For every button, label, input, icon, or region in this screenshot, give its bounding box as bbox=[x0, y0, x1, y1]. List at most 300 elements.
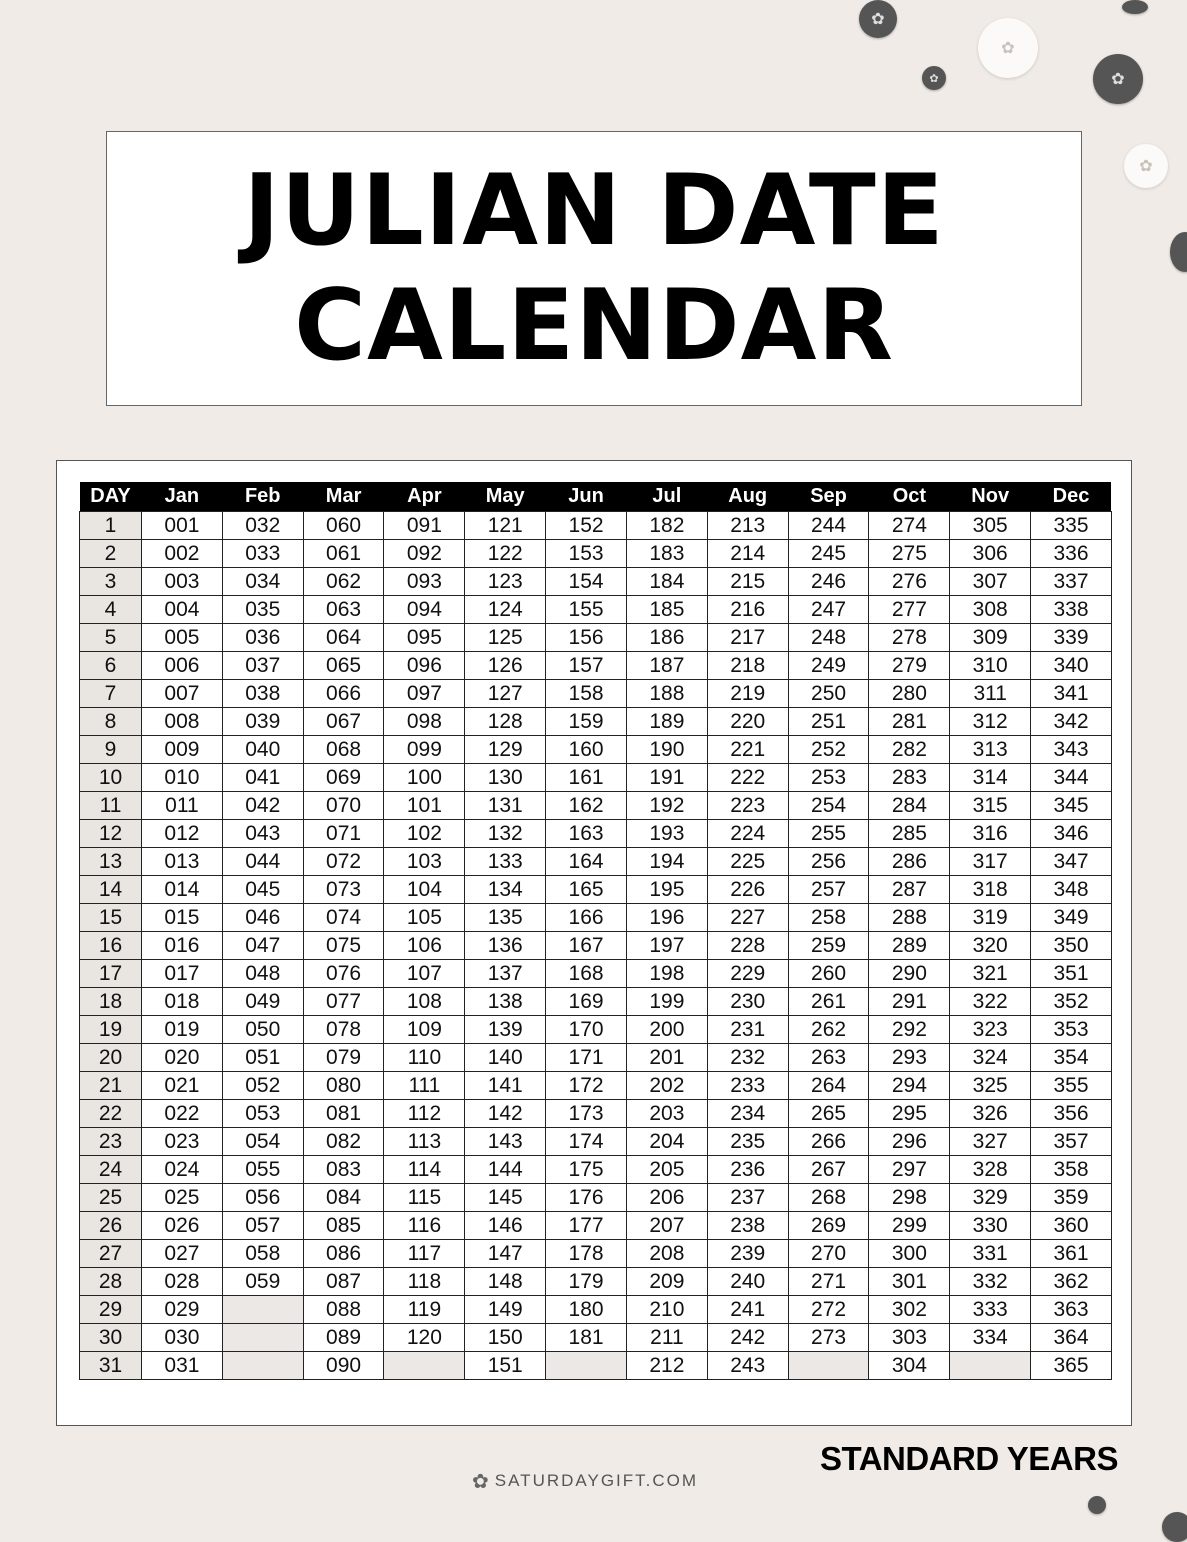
julian-date-cell: 075 bbox=[303, 932, 384, 960]
julian-date-cell: 234 bbox=[707, 1100, 788, 1128]
julian-date-cell: 098 bbox=[384, 708, 465, 736]
julian-date-cell: 011 bbox=[142, 792, 223, 820]
julian-date-cell: 169 bbox=[546, 988, 627, 1016]
julian-date-cell: 083 bbox=[303, 1156, 384, 1184]
julian-date-cell: 215 bbox=[707, 568, 788, 596]
julian-date-cell: 138 bbox=[465, 988, 546, 1016]
julian-date-cell: 321 bbox=[950, 960, 1031, 988]
julian-date-cell: 066 bbox=[303, 680, 384, 708]
julian-date-cell: 050 bbox=[222, 1016, 303, 1044]
julian-date-cell: 047 bbox=[222, 932, 303, 960]
julian-date-cell: 028 bbox=[142, 1268, 223, 1296]
table-row bbox=[80, 624, 1112, 652]
julian-date-cell: 012 bbox=[142, 820, 223, 848]
julian-date-cell: 236 bbox=[707, 1156, 788, 1184]
julian-date-cell: 096 bbox=[384, 652, 465, 680]
julian-date-cell: 333 bbox=[950, 1296, 1031, 1324]
julian-date-cell: 037 bbox=[222, 652, 303, 680]
julian-date-cell: 019 bbox=[142, 1016, 223, 1044]
julian-date-cell: 293 bbox=[869, 1044, 950, 1072]
table-row bbox=[80, 1072, 1112, 1100]
julian-date-cell: 097 bbox=[384, 680, 465, 708]
julian-date-cell: 089 bbox=[303, 1324, 384, 1352]
julian-date-cell: 327 bbox=[950, 1128, 1031, 1156]
julian-date-cell: 016 bbox=[142, 932, 223, 960]
julian-date-cell: 145 bbox=[465, 1184, 546, 1212]
julian-date-cell: 209 bbox=[626, 1268, 707, 1296]
julian-date-cell: 043 bbox=[222, 820, 303, 848]
julian-date-cell: 310 bbox=[950, 652, 1031, 680]
table-row bbox=[80, 1044, 1112, 1072]
julian-date-cell: 210 bbox=[626, 1296, 707, 1324]
julian-date-cell: 120 bbox=[384, 1324, 465, 1352]
julian-date-table bbox=[79, 482, 1112, 1380]
table-row bbox=[80, 1268, 1112, 1296]
table-row bbox=[80, 848, 1112, 876]
julian-date-cell: 170 bbox=[546, 1016, 627, 1044]
julian-date-cell: 216 bbox=[707, 596, 788, 624]
julian-date-cell: 314 bbox=[950, 764, 1031, 792]
julian-date-cell: 152 bbox=[546, 512, 627, 540]
table-row bbox=[80, 540, 1112, 568]
julian-date-cell: 085 bbox=[303, 1212, 384, 1240]
julian-date-cell: 172 bbox=[546, 1072, 627, 1100]
julian-date-cell: 259 bbox=[788, 932, 869, 960]
julian-date-cell: 133 bbox=[465, 848, 546, 876]
day-number-cell: 19 bbox=[80, 1016, 142, 1044]
julian-date-cell: 194 bbox=[626, 848, 707, 876]
julian-date-cell: 309 bbox=[950, 624, 1031, 652]
julian-date-cell: 053 bbox=[222, 1100, 303, 1128]
day-number-cell: 28 bbox=[80, 1268, 142, 1296]
table-row bbox=[80, 1352, 1112, 1380]
table-row bbox=[80, 680, 1112, 708]
julian-date-cell: 078 bbox=[303, 1016, 384, 1044]
table-row bbox=[80, 904, 1112, 932]
julian-date-cell: 243 bbox=[707, 1352, 788, 1380]
table-row bbox=[80, 764, 1112, 792]
julian-date-cell: 240 bbox=[707, 1268, 788, 1296]
empty-date-cell bbox=[222, 1296, 303, 1324]
julian-date-cell: 274 bbox=[869, 512, 950, 540]
julian-date-cell: 266 bbox=[788, 1128, 869, 1156]
julian-date-cell: 031 bbox=[142, 1352, 223, 1380]
julian-date-cell: 081 bbox=[303, 1100, 384, 1128]
day-number-cell: 23 bbox=[80, 1128, 142, 1156]
julian-date-cell: 347 bbox=[1031, 848, 1112, 876]
day-number-cell: 30 bbox=[80, 1324, 142, 1352]
day-number-cell: 27 bbox=[80, 1240, 142, 1268]
julian-date-cell: 084 bbox=[303, 1184, 384, 1212]
julian-date-cell: 069 bbox=[303, 764, 384, 792]
julian-date-cell: 130 bbox=[465, 764, 546, 792]
julian-date-cell: 283 bbox=[869, 764, 950, 792]
julian-date-cell: 163 bbox=[546, 820, 627, 848]
julian-date-cell: 039 bbox=[222, 708, 303, 736]
julian-date-cell: 214 bbox=[707, 540, 788, 568]
julian-date-cell: 212 bbox=[626, 1352, 707, 1380]
day-number-cell: 5 bbox=[80, 624, 142, 652]
table-row bbox=[80, 1128, 1112, 1156]
julian-date-cell: 295 bbox=[869, 1100, 950, 1128]
julian-date-cell: 217 bbox=[707, 624, 788, 652]
day-number-cell: 7 bbox=[80, 680, 142, 708]
julian-date-cell: 350 bbox=[1031, 932, 1112, 960]
julian-date-cell: 101 bbox=[384, 792, 465, 820]
standard-years-label: STANDARD YEARS bbox=[820, 1440, 1118, 1477]
julian-date-cell: 324 bbox=[950, 1044, 1031, 1072]
julian-date-cell: 062 bbox=[303, 568, 384, 596]
julian-date-cell: 155 bbox=[546, 596, 627, 624]
julian-date-cell: 009 bbox=[142, 736, 223, 764]
julian-date-cell: 197 bbox=[626, 932, 707, 960]
julian-date-cell: 132 bbox=[465, 820, 546, 848]
gift-bow-icon: ✿ bbox=[472, 1469, 489, 1493]
julian-date-cell: 244 bbox=[788, 512, 869, 540]
julian-date-cell: 123 bbox=[465, 568, 546, 596]
julian-date-cell: 317 bbox=[950, 848, 1031, 876]
julian-date-cell: 026 bbox=[142, 1212, 223, 1240]
table-row bbox=[80, 1212, 1112, 1240]
julian-date-cell: 281 bbox=[869, 708, 950, 736]
julian-date-cell: 278 bbox=[869, 624, 950, 652]
julian-date-cell: 254 bbox=[788, 792, 869, 820]
julian-date-cell: 128 bbox=[465, 708, 546, 736]
julian-date-cell: 005 bbox=[142, 624, 223, 652]
julian-date-cell: 054 bbox=[222, 1128, 303, 1156]
julian-date-cell: 338 bbox=[1031, 596, 1112, 624]
julian-date-cell: 263 bbox=[788, 1044, 869, 1072]
julian-date-cell: 033 bbox=[222, 540, 303, 568]
day-number-cell: 4 bbox=[80, 596, 142, 624]
julian-date-cell: 071 bbox=[303, 820, 384, 848]
table-row bbox=[80, 512, 1112, 540]
julian-date-cell: 207 bbox=[626, 1212, 707, 1240]
julian-date-cell: 144 bbox=[465, 1156, 546, 1184]
julian-date-cell: 308 bbox=[950, 596, 1031, 624]
julian-date-cell: 063 bbox=[303, 596, 384, 624]
julian-date-cell: 326 bbox=[950, 1100, 1031, 1128]
julian-date-cell: 260 bbox=[788, 960, 869, 988]
julian-date-cell: 178 bbox=[546, 1240, 627, 1268]
julian-date-cell: 253 bbox=[788, 764, 869, 792]
table-row bbox=[80, 568, 1112, 596]
day-number-cell: 6 bbox=[80, 652, 142, 680]
julian-date-cell: 269 bbox=[788, 1212, 869, 1240]
table-body bbox=[80, 512, 1112, 1380]
julian-date-cell: 277 bbox=[869, 596, 950, 624]
julian-date-cell: 049 bbox=[222, 988, 303, 1016]
julian-date-cell: 307 bbox=[950, 568, 1031, 596]
column-header-month: Oct bbox=[869, 482, 950, 512]
julian-date-cell: 360 bbox=[1031, 1212, 1112, 1240]
day-number-cell: 29 bbox=[80, 1296, 142, 1324]
julian-date-cell: 323 bbox=[950, 1016, 1031, 1044]
column-header-month: Jan bbox=[142, 482, 223, 512]
julian-date-cell: 110 bbox=[384, 1044, 465, 1072]
julian-date-cell: 270 bbox=[788, 1240, 869, 1268]
julian-date-cell: 319 bbox=[950, 904, 1031, 932]
julian-date-cell: 291 bbox=[869, 988, 950, 1016]
julian-date-cell: 146 bbox=[465, 1212, 546, 1240]
julian-date-cell: 187 bbox=[626, 652, 707, 680]
julian-date-cell: 267 bbox=[788, 1156, 869, 1184]
julian-date-cell: 255 bbox=[788, 820, 869, 848]
column-header-month: Mar bbox=[303, 482, 384, 512]
julian-date-cell: 188 bbox=[626, 680, 707, 708]
julian-date-cell: 198 bbox=[626, 960, 707, 988]
julian-date-cell: 119 bbox=[384, 1296, 465, 1324]
julian-date-cell: 276 bbox=[869, 568, 950, 596]
julian-date-cell: 292 bbox=[869, 1016, 950, 1044]
julian-date-cell: 035 bbox=[222, 596, 303, 624]
julian-date-cell: 303 bbox=[869, 1324, 950, 1352]
julian-date-cell: 076 bbox=[303, 960, 384, 988]
column-header-month: Nov bbox=[950, 482, 1031, 512]
julian-date-cell: 158 bbox=[546, 680, 627, 708]
brand-name: SATURDAYGIFT.COM bbox=[494, 1471, 699, 1490]
table-row bbox=[80, 1324, 1112, 1352]
julian-date-cell: 002 bbox=[142, 540, 223, 568]
julian-date-cell: 219 bbox=[707, 680, 788, 708]
julian-date-cell: 023 bbox=[142, 1128, 223, 1156]
day-number-cell: 18 bbox=[80, 988, 142, 1016]
julian-date-cell: 362 bbox=[1031, 1268, 1112, 1296]
julian-date-cell: 010 bbox=[142, 764, 223, 792]
julian-date-cell: 041 bbox=[222, 764, 303, 792]
julian-date-cell: 121 bbox=[465, 512, 546, 540]
julian-date-cell: 124 bbox=[465, 596, 546, 624]
table-row bbox=[80, 596, 1112, 624]
julian-date-cell: 167 bbox=[546, 932, 627, 960]
julian-date-cell: 060 bbox=[303, 512, 384, 540]
day-number-cell: 2 bbox=[80, 540, 142, 568]
julian-date-cell: 057 bbox=[222, 1212, 303, 1240]
julian-date-cell: 330 bbox=[950, 1212, 1031, 1240]
day-number-cell: 3 bbox=[80, 568, 142, 596]
julian-date-cell: 087 bbox=[303, 1268, 384, 1296]
julian-date-cell: 182 bbox=[626, 512, 707, 540]
julian-date-cell: 301 bbox=[869, 1268, 950, 1296]
julian-date-cell: 080 bbox=[303, 1072, 384, 1100]
julian-date-cell: 352 bbox=[1031, 988, 1112, 1016]
julian-date-cell: 112 bbox=[384, 1100, 465, 1128]
julian-date-cell: 003 bbox=[142, 568, 223, 596]
julian-date-cell: 186 bbox=[626, 624, 707, 652]
julian-date-cell: 318 bbox=[950, 876, 1031, 904]
julian-date-cell: 230 bbox=[707, 988, 788, 1016]
julian-date-cell: 313 bbox=[950, 736, 1031, 764]
table-row bbox=[80, 1016, 1112, 1044]
julian-date-cell: 082 bbox=[303, 1128, 384, 1156]
julian-date-cell: 165 bbox=[546, 876, 627, 904]
julian-date-cell: 272 bbox=[788, 1296, 869, 1324]
julian-date-cell: 164 bbox=[546, 848, 627, 876]
julian-date-cell: 264 bbox=[788, 1072, 869, 1100]
julian-date-cell: 341 bbox=[1031, 680, 1112, 708]
julian-date-cell: 294 bbox=[869, 1072, 950, 1100]
julian-date-cell: 055 bbox=[222, 1156, 303, 1184]
julian-date-cell: 252 bbox=[788, 736, 869, 764]
julian-date-cell: 020 bbox=[142, 1044, 223, 1072]
julian-date-cell: 180 bbox=[546, 1296, 627, 1324]
julian-date-cell: 239 bbox=[707, 1240, 788, 1268]
julian-date-cell: 007 bbox=[142, 680, 223, 708]
julian-date-cell: 027 bbox=[142, 1240, 223, 1268]
julian-date-cell: 126 bbox=[465, 652, 546, 680]
julian-date-cell: 304 bbox=[869, 1352, 950, 1380]
julian-date-cell: 171 bbox=[546, 1044, 627, 1072]
julian-date-cell: 273 bbox=[788, 1324, 869, 1352]
julian-date-cell: 205 bbox=[626, 1156, 707, 1184]
julian-date-cell: 161 bbox=[546, 764, 627, 792]
julian-date-cell: 355 bbox=[1031, 1072, 1112, 1100]
julian-date-cell: 351 bbox=[1031, 960, 1112, 988]
julian-date-cell: 074 bbox=[303, 904, 384, 932]
julian-date-cell: 213 bbox=[707, 512, 788, 540]
column-header-month: Jun bbox=[546, 482, 627, 512]
day-number-cell: 31 bbox=[80, 1352, 142, 1380]
table-row bbox=[80, 1100, 1112, 1128]
julian-date-cell: 118 bbox=[384, 1268, 465, 1296]
julian-date-cell: 104 bbox=[384, 876, 465, 904]
julian-date-cell: 156 bbox=[546, 624, 627, 652]
julian-date-cell: 206 bbox=[626, 1184, 707, 1212]
julian-date-cell: 143 bbox=[465, 1128, 546, 1156]
julian-date-cell: 048 bbox=[222, 960, 303, 988]
julian-date-cell: 100 bbox=[384, 764, 465, 792]
day-number-cell: 13 bbox=[80, 848, 142, 876]
julian-date-cell: 356 bbox=[1031, 1100, 1112, 1128]
julian-date-cell: 223 bbox=[707, 792, 788, 820]
gift-bow-icon: ✿ bbox=[978, 18, 1038, 78]
column-header-month: Apr bbox=[384, 482, 465, 512]
julian-date-cell: 325 bbox=[950, 1072, 1031, 1100]
julian-date-cell: 246 bbox=[788, 568, 869, 596]
julian-date-cell: 014 bbox=[142, 876, 223, 904]
julian-date-cell: 249 bbox=[788, 652, 869, 680]
julian-date-cell: 184 bbox=[626, 568, 707, 596]
julian-date-cell: 286 bbox=[869, 848, 950, 876]
julian-date-cell: 088 bbox=[303, 1296, 384, 1324]
julian-date-cell: 365 bbox=[1031, 1352, 1112, 1380]
julian-date-cell: 077 bbox=[303, 988, 384, 1016]
julian-date-cell: 013 bbox=[142, 848, 223, 876]
julian-date-cell: 140 bbox=[465, 1044, 546, 1072]
julian-date-cell: 137 bbox=[465, 960, 546, 988]
julian-date-cell: 111 bbox=[384, 1072, 465, 1100]
day-number-cell: 26 bbox=[80, 1212, 142, 1240]
julian-date-cell: 109 bbox=[384, 1016, 465, 1044]
julian-date-cell: 305 bbox=[950, 512, 1031, 540]
julian-date-cell: 353 bbox=[1031, 1016, 1112, 1044]
julian-date-cell: 296 bbox=[869, 1128, 950, 1156]
julian-date-cell: 022 bbox=[142, 1100, 223, 1128]
day-number-cell: 22 bbox=[80, 1100, 142, 1128]
julian-date-cell: 287 bbox=[869, 876, 950, 904]
table-row bbox=[80, 1156, 1112, 1184]
julian-date-cell: 202 bbox=[626, 1072, 707, 1100]
empty-date-cell bbox=[384, 1352, 465, 1380]
julian-date-cell: 114 bbox=[384, 1156, 465, 1184]
julian-date-cell: 046 bbox=[222, 904, 303, 932]
empty-date-cell bbox=[222, 1352, 303, 1380]
julian-date-cell: 247 bbox=[788, 596, 869, 624]
julian-date-cell: 288 bbox=[869, 904, 950, 932]
julian-date-cell: 322 bbox=[950, 988, 1031, 1016]
table-row bbox=[80, 1296, 1112, 1324]
julian-date-cell: 034 bbox=[222, 568, 303, 596]
julian-date-cell: 320 bbox=[950, 932, 1031, 960]
julian-date-cell: 285 bbox=[869, 820, 950, 848]
julian-date-cell: 042 bbox=[222, 792, 303, 820]
julian-date-cell: 200 bbox=[626, 1016, 707, 1044]
table-row bbox=[80, 708, 1112, 736]
julian-date-cell: 337 bbox=[1031, 568, 1112, 596]
julian-date-cell: 147 bbox=[465, 1240, 546, 1268]
julian-date-cell: 312 bbox=[950, 708, 1031, 736]
julian-date-cell: 179 bbox=[546, 1268, 627, 1296]
julian-date-cell: 196 bbox=[626, 904, 707, 932]
julian-date-cell: 226 bbox=[707, 876, 788, 904]
julian-date-cell: 256 bbox=[788, 848, 869, 876]
julian-date-cell: 092 bbox=[384, 540, 465, 568]
julian-date-cell: 275 bbox=[869, 540, 950, 568]
table-row bbox=[80, 1240, 1112, 1268]
julian-date-cell: 349 bbox=[1031, 904, 1112, 932]
julian-date-cell: 302 bbox=[869, 1296, 950, 1324]
julian-date-cell: 113 bbox=[384, 1128, 465, 1156]
julian-date-cell: 079 bbox=[303, 1044, 384, 1072]
julian-date-cell: 127 bbox=[465, 680, 546, 708]
julian-date-cell: 299 bbox=[869, 1212, 950, 1240]
julian-date-cell: 199 bbox=[626, 988, 707, 1016]
julian-date-cell: 220 bbox=[707, 708, 788, 736]
calendar-card bbox=[56, 460, 1132, 1426]
julian-date-cell: 166 bbox=[546, 904, 627, 932]
page-title-line1: JULIAN DATE bbox=[243, 153, 945, 268]
julian-date-cell: 142 bbox=[465, 1100, 546, 1128]
julian-date-cell: 183 bbox=[626, 540, 707, 568]
column-header-day: DAY bbox=[80, 482, 142, 512]
julian-date-cell: 038 bbox=[222, 680, 303, 708]
julian-date-cell: 334 bbox=[950, 1324, 1031, 1352]
julian-date-cell: 159 bbox=[546, 708, 627, 736]
julian-date-cell: 361 bbox=[1031, 1240, 1112, 1268]
julian-date-cell: 306 bbox=[950, 540, 1031, 568]
julian-date-cell: 189 bbox=[626, 708, 707, 736]
julian-date-cell: 091 bbox=[384, 512, 465, 540]
table-row bbox=[80, 876, 1112, 904]
julian-date-cell: 093 bbox=[384, 568, 465, 596]
julian-date-cell: 008 bbox=[142, 708, 223, 736]
julian-date-cell: 065 bbox=[303, 652, 384, 680]
julian-date-cell: 208 bbox=[626, 1240, 707, 1268]
julian-date-cell: 029 bbox=[142, 1296, 223, 1324]
julian-date-cell: 134 bbox=[465, 876, 546, 904]
column-header-month: Dec bbox=[1031, 482, 1112, 512]
julian-date-cell: 157 bbox=[546, 652, 627, 680]
julian-date-cell: 261 bbox=[788, 988, 869, 1016]
julian-date-cell: 056 bbox=[222, 1184, 303, 1212]
julian-date-cell: 131 bbox=[465, 792, 546, 820]
julian-date-cell: 331 bbox=[950, 1240, 1031, 1268]
table-row bbox=[80, 820, 1112, 848]
day-number-cell: 1 bbox=[80, 512, 142, 540]
julian-date-cell: 025 bbox=[142, 1184, 223, 1212]
table-row bbox=[80, 652, 1112, 680]
julian-date-cell: 229 bbox=[707, 960, 788, 988]
